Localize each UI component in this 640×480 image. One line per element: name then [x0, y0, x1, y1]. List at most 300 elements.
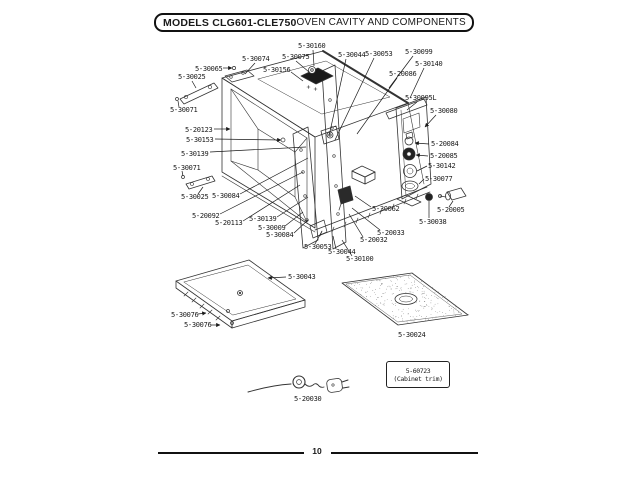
stipple-dot: [412, 285, 413, 286]
part-label: 5-20086: [389, 70, 417, 78]
stipple-dot: [357, 283, 358, 284]
stipple-dot: [406, 292, 407, 293]
stipple-dot: [387, 299, 388, 300]
stipple-dot: [454, 313, 455, 314]
stipple-dot: [374, 292, 375, 293]
leader-line: [349, 214, 363, 237]
stipple-dot: [379, 288, 380, 289]
stipple-dot: [375, 289, 376, 290]
stipple-dot: [372, 290, 373, 291]
stipple-dot: [380, 281, 381, 282]
stipple-dot: [419, 301, 420, 302]
stipple-dot: [366, 284, 367, 285]
stipple-dot: [443, 315, 444, 316]
stipple-dot: [411, 288, 412, 289]
stipple-dot: [401, 290, 402, 291]
stipple-dot: [422, 288, 423, 289]
part-label: 5-30075: [282, 53, 310, 61]
stipple-dot: [418, 287, 419, 288]
stipple-dot: [431, 308, 432, 309]
stipple-dot: [387, 286, 388, 287]
leader-line: [425, 115, 436, 127]
power-cord: [248, 376, 349, 393]
interlock-switch: [352, 166, 375, 184]
stipple-dot: [431, 287, 432, 288]
part-label: 5-20113: [215, 219, 243, 227]
stipple-dot: [397, 286, 398, 287]
stipple-dot: [406, 284, 407, 285]
lower-left-bracket: [182, 176, 216, 190]
part-label: 5-30038: [419, 218, 447, 226]
stipple-dot: [409, 278, 410, 279]
stipple-dot: [424, 297, 425, 298]
stipple-dot: [415, 319, 416, 320]
part-label: 5-30044: [338, 51, 366, 59]
stipple-dot: [408, 277, 409, 278]
stipple-dot: [411, 282, 412, 283]
part-labels: [170, 42, 464, 403]
stipple-dot: [391, 281, 392, 282]
stipple-dot: [424, 306, 425, 307]
stipple-dot: [439, 311, 440, 312]
part-label: 5-30074: [242, 55, 270, 63]
stipple-dot: [436, 297, 437, 298]
stipple-dot: [426, 304, 427, 305]
stipple-dot: [375, 294, 376, 295]
stipple-dot: [408, 323, 409, 324]
stipple-dot: [376, 299, 377, 300]
stipple-dot: [361, 294, 362, 295]
stipple-dot: [437, 298, 438, 299]
stipple-dot: [411, 287, 412, 288]
stipple-dot: [361, 287, 362, 288]
cabinet-trim-part-number: 5-60723: [405, 366, 431, 375]
stipple-dot: [426, 295, 427, 296]
stipple-dot: [398, 310, 399, 311]
stipple-dot: [400, 277, 401, 278]
stipple-dot: [397, 286, 398, 287]
stipple-dot: [401, 287, 402, 288]
part-label: 5-20085: [430, 152, 458, 160]
leader-line: [215, 139, 281, 140]
stipple-dot: [391, 289, 392, 290]
stipple-dot: [384, 293, 385, 294]
stipple-dot: [410, 274, 411, 275]
part-label: 5-20092: [192, 212, 220, 220]
part-label: 5-20123: [185, 126, 213, 134]
stipple-dot: [414, 284, 415, 285]
stipple-dot: [424, 291, 425, 292]
stipple-dot: [468, 314, 469, 315]
stipple-dot: [424, 293, 425, 294]
stipple-dot: [366, 292, 367, 293]
stipple-dot: [418, 310, 419, 311]
stipple-dot: [398, 317, 399, 318]
stipple-dot: [426, 316, 427, 317]
stipple-dot: [393, 318, 394, 319]
part-label: 5-20084: [431, 140, 459, 148]
stipple-dot: [381, 283, 382, 284]
stipple-dot: [423, 286, 424, 287]
part-label: 5-30076: [171, 311, 199, 319]
stipple-dot: [424, 301, 425, 302]
stipple-dot: [423, 293, 424, 294]
stipple-dot: [414, 321, 415, 322]
stipple-dot: [431, 314, 432, 315]
stipple-dot: [426, 321, 427, 322]
stipple-dot: [393, 276, 394, 277]
part-label: 5-30160: [298, 42, 326, 50]
stipple-dot: [400, 288, 401, 289]
stipple-dot: [381, 284, 382, 285]
stipple-dot: [377, 303, 378, 304]
part-label: 5-30080: [430, 107, 458, 115]
stipple-dot: [431, 295, 432, 296]
stipple-dot: [373, 279, 374, 280]
stipple-dot: [422, 294, 423, 295]
stipple-dot: [438, 303, 439, 304]
stipple-dot: [409, 275, 410, 276]
stipple-dot: [370, 296, 371, 297]
stipple-dot: [447, 301, 448, 302]
part-label: 5-30100: [346, 255, 374, 263]
stipple-dot: [434, 306, 435, 307]
stipple-dot: [432, 287, 433, 288]
hinge-bracket: [321, 126, 339, 144]
stipple-dot: [417, 286, 418, 287]
stipple-dot: [418, 322, 419, 323]
stipple-dot: [396, 278, 397, 279]
cabinet-trim-note: [386, 361, 450, 388]
stipple-dot: [397, 276, 398, 277]
stipple-dot: [385, 278, 386, 279]
stipple-dot: [411, 292, 412, 293]
part-label: 5-30071: [173, 164, 201, 172]
stipple-dot: [422, 306, 423, 307]
stipple-dot: [408, 313, 409, 314]
stipple-dot: [428, 319, 429, 320]
stipple-dot: [425, 320, 426, 321]
stipple-dot: [403, 309, 404, 310]
stipple-dot: [422, 291, 423, 292]
stipple-dot: [435, 304, 436, 305]
stipple-dot: [422, 297, 423, 298]
part-label: 5-30084: [266, 231, 294, 239]
leader-line: [268, 277, 286, 278]
side-screw: [281, 138, 285, 142]
stipple-dot: [418, 311, 419, 312]
stipple-dot: [396, 316, 397, 317]
leader-line: [192, 81, 196, 88]
stipple-dot: [442, 297, 443, 298]
stipple-dot: [380, 285, 381, 286]
stipple-dot: [386, 289, 387, 290]
stipple-dot: [377, 297, 378, 298]
stipple-dot: [407, 321, 408, 322]
stipple-dot: [385, 292, 386, 293]
stipple-dot: [410, 319, 411, 320]
stipple-dot: [414, 275, 415, 276]
stipple-dot: [431, 300, 432, 301]
leader-line: [198, 313, 206, 314]
stipple-dot: [391, 300, 392, 301]
stipple-dot: [408, 314, 409, 315]
stipple-dot: [390, 287, 391, 288]
stipple-dot: [393, 293, 394, 294]
stipple-dot: [399, 290, 400, 291]
stipple-dot: [432, 318, 433, 319]
stipple-dot: [419, 315, 420, 316]
stipple-dot: [383, 293, 384, 294]
stipple-dot: [380, 302, 381, 303]
part-label: 5-30139: [249, 215, 277, 223]
stipple-dot: [376, 280, 377, 281]
stipple-dot: [354, 285, 355, 286]
stipple-dot: [420, 305, 421, 306]
stipple-dot: [405, 284, 406, 285]
part-label: 5-30077: [425, 175, 453, 183]
stipple-dot: [453, 307, 454, 308]
stipple-dot: [412, 319, 413, 320]
stipple-dot: [414, 281, 415, 282]
stipple-dot: [414, 282, 415, 283]
footer-rule-right: [331, 452, 478, 454]
stipple-dot: [451, 308, 452, 309]
stipple-dot: [410, 292, 411, 293]
leader-line: [313, 50, 314, 66]
part-label: 5-30025: [181, 193, 209, 201]
stipple-dot: [404, 280, 405, 281]
part-label: 5-30142: [428, 162, 456, 170]
stipple-dot: [453, 311, 454, 312]
leader-line: [417, 166, 427, 171]
leader-line: [296, 61, 309, 72]
part-label: 5-30053: [304, 243, 332, 251]
stipple-dot: [422, 293, 423, 294]
stipple-dot: [431, 303, 432, 304]
stipple-dot: [417, 290, 418, 291]
part-label: 5-30009: [258, 224, 286, 232]
stipple-dot: [449, 306, 450, 307]
stipple-dot: [385, 301, 386, 302]
stipple-dot: [371, 282, 372, 283]
stipple-dot: [457, 306, 458, 307]
stipple-dot: [456, 308, 457, 309]
stipple-dot: [369, 287, 370, 288]
page-number: 10: [312, 446, 322, 456]
stipple-dot: [427, 305, 428, 306]
part-label: 5-30139: [181, 150, 209, 158]
stipple-dot: [415, 287, 416, 288]
stipple-dot: [395, 305, 396, 306]
part-label: 5-30024: [398, 331, 426, 339]
stipple-dot: [383, 304, 384, 305]
stipple-dot: [446, 318, 447, 319]
stipple-dot: [449, 306, 450, 307]
stipple-dot: [375, 305, 376, 306]
part-label: 5-20033: [377, 229, 405, 237]
stipple-dot: [452, 303, 453, 304]
stipple-dot: [421, 281, 422, 282]
part-label: 5-30095L: [405, 94, 437, 102]
stipple-dot: [436, 316, 437, 317]
stipple-dot: [401, 315, 402, 316]
stipple-dot: [438, 298, 439, 299]
part-label: 5-20032: [360, 236, 388, 244]
stipple-dot: [361, 290, 362, 291]
stipple-dot: [425, 318, 426, 319]
part-label: 5-30043: [288, 273, 316, 281]
top-component: [301, 67, 333, 91]
stipple-dot: [432, 309, 433, 310]
stipple-dot: [425, 298, 426, 299]
stipple-dot: [396, 288, 397, 289]
part-label: 5-30140: [415, 60, 443, 68]
leader-line: [329, 59, 346, 136]
stipple-dot: [382, 284, 383, 285]
stipple-dot: [435, 296, 436, 297]
stipple-dot: [379, 280, 380, 281]
stipple-dot: [384, 303, 385, 304]
section-title: OVEN CAVITY AND COMPONENTS: [296, 17, 466, 28]
part-label: 5-30156: [263, 66, 291, 74]
stipple-dot: [392, 311, 393, 312]
stipple-dot: [351, 284, 352, 285]
stipple-dot: [382, 296, 383, 297]
stipple-dot: [402, 319, 403, 320]
stipple-dot: [384, 305, 385, 306]
stipple-dot: [395, 303, 396, 304]
stipple-dot: [458, 312, 459, 313]
part-label: 5-30084: [212, 192, 240, 200]
stipple-dot: [455, 305, 456, 306]
stipple-dot: [421, 316, 422, 317]
stipple-dot: [389, 286, 390, 287]
stipple-dot: [435, 292, 436, 293]
leader-line: [416, 155, 428, 156]
footer-rule-left: [158, 452, 304, 454]
stipple-dot: [449, 310, 450, 311]
part-label: 5-30071: [170, 106, 198, 114]
upper-left-bracket: [176, 83, 219, 104]
models-title: MODELS CLG601-CLE750: [163, 16, 297, 29]
stipple-dot: [401, 316, 402, 317]
stipple-dot: [435, 311, 436, 312]
stipple-dot: [370, 283, 371, 284]
stipple-dot: [455, 316, 456, 317]
latch-channel-strip: [322, 65, 346, 249]
stipple-dot: [416, 311, 417, 312]
part-label: 5-30025: [178, 73, 206, 81]
stipple-dot: [423, 308, 424, 309]
stipple-dot: [402, 320, 403, 321]
stipple-dot: [395, 283, 396, 284]
stipple-dot: [392, 294, 393, 295]
stipple-dot: [377, 280, 378, 281]
stipple-dot: [438, 292, 439, 293]
stipple-dot: [416, 302, 417, 303]
stipple-dot: [445, 296, 446, 297]
stipple-dot: [378, 297, 379, 298]
leader-line: [415, 143, 429, 144]
stipple-dot: [415, 318, 416, 319]
stipple-dot: [424, 306, 425, 307]
stipple-dot: [425, 306, 426, 307]
stipple-dot: [455, 315, 456, 316]
stipple-dot: [397, 280, 398, 281]
stipple-dot: [435, 290, 436, 291]
stipple-dot: [429, 306, 430, 307]
stipple-dot: [445, 318, 446, 319]
stipple-dot: [416, 316, 417, 317]
part-label: 5-30053: [365, 50, 393, 58]
stipple-dot: [378, 305, 379, 306]
part-label: 5-30044: [328, 248, 356, 256]
stipple-dot: [453, 309, 454, 310]
stipple-dot: [445, 313, 446, 314]
part-label: 5-30099: [405, 48, 433, 56]
leader-lines: [178, 50, 456, 325]
stipple-dot: [408, 288, 409, 289]
front-frame-strip: [293, 127, 318, 248]
part-label: 5-30065: [195, 65, 223, 73]
stipple-dot: [355, 283, 356, 284]
stipple-dot: [367, 291, 368, 292]
stipple-dot: [395, 317, 396, 318]
stipple-dot: [458, 311, 459, 312]
stipple-dot: [413, 317, 414, 318]
part-label: 5-20030: [294, 395, 322, 403]
stipple-dot: [371, 280, 372, 281]
stipple-dot: [410, 316, 411, 317]
stipple-dot: [356, 288, 357, 289]
stipple-dot: [359, 284, 360, 285]
stipple-dot: [362, 288, 363, 289]
stipple-dot: [413, 292, 414, 293]
stipple-dot: [392, 303, 393, 304]
stipple-dot: [437, 312, 438, 313]
stipple-dot: [431, 309, 432, 310]
part-label: 5-30062: [372, 205, 400, 213]
stipple-dot: [455, 306, 456, 307]
stipple-dot: [419, 310, 420, 311]
stipple-dot: [349, 284, 350, 285]
stipple-dot: [442, 312, 443, 313]
stipple-dot: [366, 292, 367, 293]
stipple-dot: [397, 288, 398, 289]
glass-tray: [342, 273, 469, 325]
leader-line: [357, 78, 397, 134]
stipple-dot: [408, 308, 409, 309]
door-latch: [338, 186, 353, 210]
stipple-dot: [390, 280, 391, 281]
cabinet-trim-caption: (Cabinet trim): [393, 374, 443, 383]
part-label: 5-30153: [186, 136, 214, 144]
stipple-dot: [461, 316, 462, 317]
stipple-dot: [428, 298, 429, 299]
thermostat-clip: [426, 188, 467, 201]
stipple-dot: [393, 315, 394, 316]
part-label: 5-30076: [184, 321, 212, 329]
leader-line: [355, 196, 371, 207]
stipple-dot: [403, 313, 404, 314]
part-label: 5-20005: [437, 206, 465, 214]
stipple-dot: [415, 310, 416, 311]
stipple-dot: [402, 311, 403, 312]
stipple-dot: [392, 285, 393, 286]
stipple-dot: [411, 288, 412, 289]
stipple-dot: [366, 296, 367, 297]
